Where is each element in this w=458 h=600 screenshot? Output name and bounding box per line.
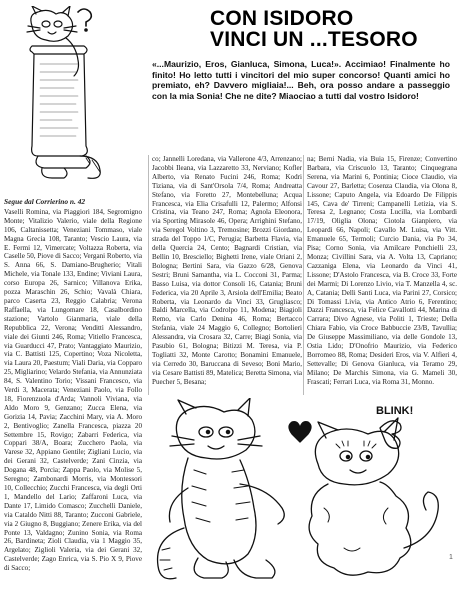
- winners-column-2: [148, 155, 302, 395]
- winners-list-1: Vaselli Romina, via Piaggiori 184, Segromigno Monte; Vitalizio Valerio, viale della Regione 106, Caltanissetta; Veneziani Tommaso, viale Magna Grecia 108, Taranto; Vescio Laura, via E. Fermi 12, Vimercate; Voltazza Roberta, via Caselle 50, Piove di Sacco; Vergani Roberto, via S. Anna 66, S. Damiano-Brugherio; Vitali Michele, via Tonale 133, Endine; Viviani Laura, corso Europa 26, Sarnico; Villanova Erika, pozza Maraschin 26, Schio; Vavalà Chiara, parco Caserta 23, Reggio Calabria; Verona Raffaella, via Lungomare 18, Casalbordino stazione; Vartolo Gianmaria, viale della Repubblica 22, Verona; Vendittì Alessandro, viale dei Giunti 246, Roma; Vitiello Francesca, via Guarducci 47, Prato; Vantaggiato Maurizio, via C. Battisti 125, Copertino; Voza Nicoletta, via Laura 20, Paestum; Viali Daria, via Copparo 25, Migliarino; Velardo Stefania, via Annunziata 84, S. Valentino Torio; Vissani Francesco, via Verdi 3, Macerata; Veneziani Paolo, via Follo 18, Fiorenzuola d'Arda; Vannoli Viviana, via Aldo Moro 9, Genzano; Zucca Elena, via Gorizia 14, Pavia; Zacchini Mary, via A. Moro 2, Bentivoglio; Zanella Francesca, piazza 20 Settembre 15, Rovigo; Zabarri Federica, via Coppari 38/A, Boara; Zucchero Paola, via Varese 32, Appiano Gentile; Zigliani Lucio, via dei Gerani 32, Castelverde; Zani Cinzia, via Dogana 48, Porcia; Zappa Paolo, via Molise 5, Seregno; Zambonardi Morris, via Montessori 10, Collecchio; Zucchi Francesca, via degli Orti 1, Mandello del Lario; Zaffaroni Luca, via Dante 17, Limido Comasco; Zucchelli Daniele, via Cataldo Nitti 88, Taranto; Zucconi Gabriele, via 2 Giugno 8, Buggiano; Zenere Erika, via del Ponte 13, Valdagno; Zunino Sonia, via Roma 26, Bardineta; Zioli Claudia, via 1 Maggio 35, Argelato; Ziglioli Valeria, via dei Gerani 32, Castelverde; Zago Enrica, via S. Pio X 9, Piove di Sacco;: [4, 207, 142, 573]
- blink-sound-effect: BLINK!: [376, 405, 414, 417]
- isidoro-sonia-illustration: [148, 398, 454, 598]
- winners-column-3: [303, 155, 457, 395]
- winners-list-3: na; Berni Nadia, via Buia 15, Firenze; Convertino Barbara, via Criscuolo 13, Taranto; Cinquegrana Serena, via Marini 6, Pontinia; Cioce Claudio, via Cavour 27, Barletta; Cosenza Claudia, via Olona 8, Lissone; Caputo Angela, via Edoardo De Filippis 145, Cava de' Tirreni; Campanelli Letizia, via S. Teresa 2, Legnano; Costa Lucilla, via Lombardi 17/19, Oliglia Olona; Ciotola Gianpiero, via Leopardi 66, Napoli; Cavallo M. Luisa, via Vitt. Emanuele 65, Termoli; Curcio Dania, via Po 34, Pisa; Corno Sonia, via Amilcare Ponchielli 23, Monza; Civillini Sara, via A. Volta 13, Capriano; Cazzaniga Elena, via Leonardo da Vinci 41, Lissone; D'Astolo Francesca, via B. Croce 33, Forte dei Marmi; Di Lorenzo Livio, via T. Manzella 4, sc. A, Catania; Delli Santi Luca, via Parini 27, Corsico; Di Tomassi Livia, via Antico Atrio 6, Ferentino; Dazzi Francesca, via Felice Cavallotti 44, Marina di Carrara; Divo Agnese, via Politi 1, Trieste; Della Chiara Fabio, via Croce Babbuccie 23/B, Tavullia; De Giuseppe Massimiliano, via delle Gondole 13, Ostia Lido; D'Onofrio Maurizio, via Federico Borromeo 88, Roma; Desideri Eros, via V. Alfieri 4, Settevalle; Di Genova Gianluca, via Teramo 29, Milano; De Marchis Simona, via G. Mameli 30, Frascati; Ferrari Luca, via Roma 31, Monno.: [307, 155, 457, 386]
- headline-line-2: VINCI UN ...TESORO: [210, 28, 418, 51]
- continuation-caption: Segue dal Corrierino n. 42: [4, 198, 86, 206]
- isidoro-scroll-illustration: [18, 6, 106, 182]
- winners-column-1: [4, 198, 142, 594]
- winners-list-2: co; Jannelli Loredana, via Vallerone 4/3, Arrenzano; Jacobbi Ileana, via Lazzaretto 33, Nerviano; Kofler Alberto, via Renato Fucini 246, Roma; Kodri Tiziana, via di Sant'Orsola 7/4, Roma; Andreatta Stefano, via Foretto 27, Montebelluna; Acqua Francesca, via Elia Crisafulli 12, Palermo; Alfonsi Cristina, via Teano 247, Roma; Agnola Eleonora, via Sporting Mirasole 46, Opera; Arrighini Stefano, via Seregol Voltino 3, Tremosine; Brozzi Giordano, strada del Toppo 1/C, Perugia; Barbetta Flavia, via della Quercia 24, Cento; Bagnardi Cristian, via Bellin 10, Bresciello; Bighetti Irene, viale Oriani 2, Bologna; Bertini Sara, via Gazzo 6/28, Genova Sestri; Bruni Samantha, via L. Cocconi 31, Parma; Basso Luisa, via dottor Consoli 16, Catania; Bruni Federica, via 20 Aprile 3, Arsiola dell'Emilia; Beato Roberta, via Leonardo da Vinci 33, Grugliasco; Baldi Marcella, via Codrolpo 11, Modena; Biagioli Remo, via Carlo Denina 46, Roma; Bertacco Stefania, viale 24 Maggio 6, Collegno; Bortolieri Alessandra, via Crosara 32, Carre; Biagi Sonia, via Pasubio 61, Bologna; Bitizzi M. Teresa, via P. Togliatti 32, Monte Carotto; Bonamini Emanuele, via Cerredo 30, Baruccana di Seveso; Boni Mario, via Cesare Battisti 89, Matelica; Beretta Simona, via Puecher 5, Besana;: [152, 155, 302, 386]
- article-headline: [210, 8, 450, 50]
- intro-paragraph: «...Maurizio, Eros, Gianluca, Simona, Luca!». Accimiao! Finalmente ho finito! Ho letto tutti i vincitori del mio super concorso! Quanti amici ho premiato, eh? Davvero migliaia!... Beh, ora posso andare a passeggio con la mia Sonia! Che ne dite? Miaociao a tutti dal vostro Isidoro!: [152, 59, 450, 101]
- headline-line-1: CON ISIDORO: [210, 7, 354, 30]
- page-number: 1: [449, 554, 453, 561]
